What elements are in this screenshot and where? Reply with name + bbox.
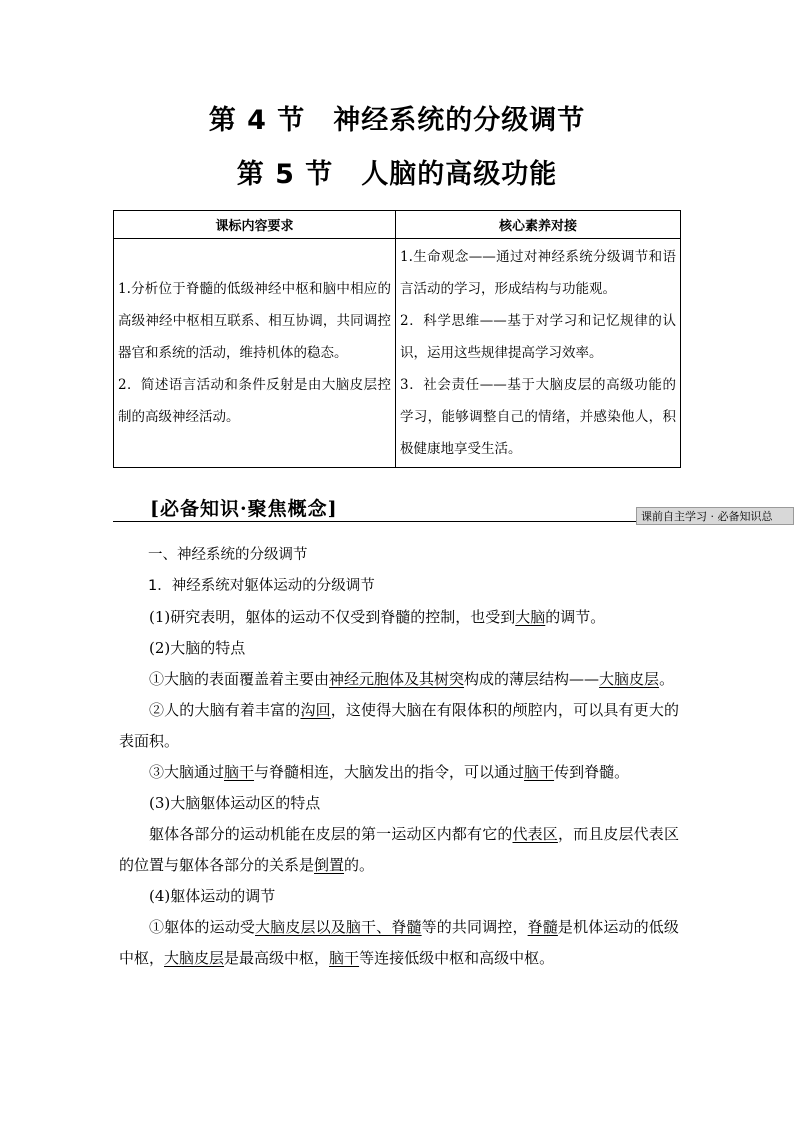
answer-blank: 大脑皮层 [599, 670, 660, 688]
paragraph-4: ②人的大脑有着丰富的沟回，这使得大脑在有限体积的颅腔内，可以具有更大的表面积。 [119, 701, 679, 750]
competency-item-1: 1.生命观念——通过对神经系统分级调节和语言活动的学习，形成结构与功能观。 [400, 249, 676, 297]
competency-item-3: 3．社会责任——基于大脑皮层的高级功能的学习，能够调整自己的情绪，并感染他人，积极健康地享受生活。 [400, 377, 676, 457]
knowledge-band-title: [必备知识·聚焦概念] [150, 498, 338, 520]
paragraph-3: ①大脑的表面覆盖着主要由神经元胞体及其树突构成的薄层结构——大脑皮层。 [149, 670, 675, 688]
heading-1-1: 1．神经系统对躯体运动的分级调节 [148, 578, 375, 594]
answer-blank: 神经元胞体及其树突 [329, 670, 465, 688]
heading-1: 一、神经系统的分级调节 [148, 547, 308, 563]
requirement-item-1: 1.分析位于脊髓的低级神经中枢和脑中相应的高级神经中枢相互联系、相互协调，共同调控器官和系统的活动，维持机体的稳态。 [118, 281, 391, 361]
competency-item-2: 2．科学思维——基于对学习和记忆规律的认识，运用这些规律提高学习效率。 [400, 313, 676, 361]
answer-blank: 脑干 [329, 949, 360, 967]
curriculum-requirements-cell [114, 239, 396, 468]
answer-blank: 大脑皮层以及脑干、脊髓 [255, 918, 422, 936]
core-competencies-cell [396, 239, 681, 468]
paragraph-5: ③大脑通过脑干与脊髓相连，大脑发出的指令，可以通过脑干传到脊髓。 [149, 763, 630, 781]
answer-blank: 代表区 [512, 825, 558, 843]
paragraph-8: (4)躯体运动的调节 [149, 887, 276, 905]
side-tag: 课前自主学习 · 必备知识总 [636, 507, 794, 525]
paragraph-2: (2)大脑的特点 [149, 639, 246, 657]
answer-blank: 大脑皮层 [164, 949, 225, 967]
paragraph-9: ①躯体的运动受大脑皮层以及脑干、脊髓等的共同调控，脊髓是机体运动的低级中枢，大脑皮层是最高级中枢，脑干等连接低级中枢和高级中枢。 [119, 918, 679, 967]
header-core-competencies: 核心素养对接 [396, 211, 681, 239]
answer-blank: 倒置 [314, 856, 345, 874]
header-curriculum-requirements: 课标内容要求 [114, 211, 396, 239]
paragraph-6: (3)大脑躯体运动区的特点 [149, 794, 321, 812]
paragraph-7: 躯体各部分的运动机能在皮层的第一运动区内都有它的代表区，而且皮层代表区的位置与躯体各部分的关系是倒置的。 [119, 825, 679, 874]
band-divider [113, 521, 636, 522]
section-title-5: 第 5 节 人脑的高级功能 [236, 159, 558, 190]
section-title-4: 第 4 节 神经系统的分级调节 [208, 105, 586, 136]
body-text [119, 540, 679, 974]
answer-blank: 大脑 [515, 608, 546, 626]
answer-blank: 脊髓 [527, 918, 558, 936]
answer-blank: 脑干 [224, 763, 255, 781]
answer-blank: 沟回 [300, 701, 331, 719]
requirement-item-2: 2．简述语言活动和条件反射是由大脑皮层控制的高级神经活动。 [118, 377, 391, 425]
paragraph-1: (1)研究表明，躯体的运动不仅受到脊髓的控制，也受到大脑的调节。 [149, 608, 606, 626]
requirements-table [113, 210, 681, 468]
answer-blank: 脑干 [524, 763, 555, 781]
